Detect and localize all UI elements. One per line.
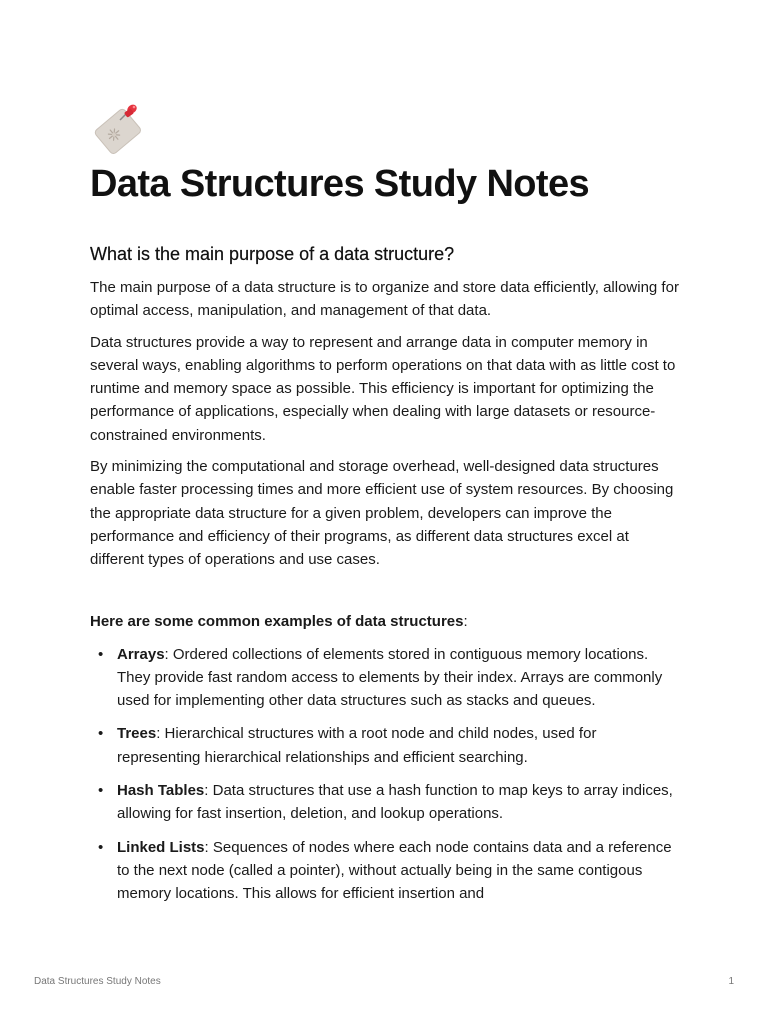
list-item-term: Trees [117, 725, 157, 743]
price-tag-icon [88, 98, 148, 158]
document-body [90, 240, 680, 916]
list-item-trees [90, 722, 680, 769]
section-question-heading: What is the main purpose of a data structure? [90, 244, 455, 264]
list-item-description: Sequences of nodes where each node contains data and a reference to the next node (called a pointer), without actually being in the same contigous memory locations. This allows for efficient insertion and [117, 838, 672, 903]
list-item-description: Hierarchical structures with a root node and child nodes, used for representing hierarchical relationships and efficient searching. [117, 725, 597, 766]
examples-heading-text: Here are some common examples of data structures [90, 612, 464, 630]
list-item-description: Ordered collections of elements stored in contiguous memory locations. They provide fast random access to elements by their index. Arrays are commonly used for implementing other data structures such as stacks and queues. [117, 645, 663, 710]
footer-page-number: 1 [728, 976, 734, 987]
paragraph-1: The main purpose of a data structure is to organize and store data efficiently, allowing for optimal access, manipulation, and management of that data. [90, 279, 679, 320]
list-item-term: Arrays [117, 645, 165, 663]
list-item-description: Data structures that use a hash function to map keys to array indices, allowing for fast insertion, deletion, and lookup operations. [117, 782, 673, 823]
bullet-icon: • [98, 645, 104, 663]
bullet-icon: • [98, 838, 104, 856]
examples-list [90, 643, 680, 906]
list-item-term: Hash Tables [117, 782, 205, 800]
list-item-separator: : [156, 725, 165, 743]
list-item-hash-tables [90, 779, 680, 826]
list-item-arrays [90, 643, 680, 713]
footer-document-title: Data Structures Study Notes [34, 976, 161, 987]
list-item-separator: : [204, 838, 213, 856]
examples-heading-colon: : [463, 612, 468, 630]
list-item-separator: : [204, 782, 213, 800]
list-item-separator: : [164, 645, 173, 663]
list-item-linked-lists [90, 836, 680, 906]
list-item-term: Linked Lists [117, 838, 205, 856]
paragraph-3: By minimizing the computational and storage overhead, well-designed data structures enable faster processing times and more efficient use of system resources. By choosing the appropriate data structure for a given problem, developers can improve the performance and efficiency of their programs, as different data structures excel at different types of operations and use cases. [90, 458, 674, 569]
page-title: Data Structures Study Notes [90, 163, 590, 205]
paragraph-2: Data structures provide a way to represent and arrange data in computer memory in several ways, enabling algorithms to perform operations on that data with as little cost to runtime and memory space as possible. This efficiency is important for optimizing the performance of applications, especially when dealing with large datasets or resource-constrained environments. [90, 333, 676, 444]
examples-heading [90, 610, 680, 633]
bullet-icon: • [98, 725, 104, 743]
bullet-icon: • [98, 782, 104, 800]
